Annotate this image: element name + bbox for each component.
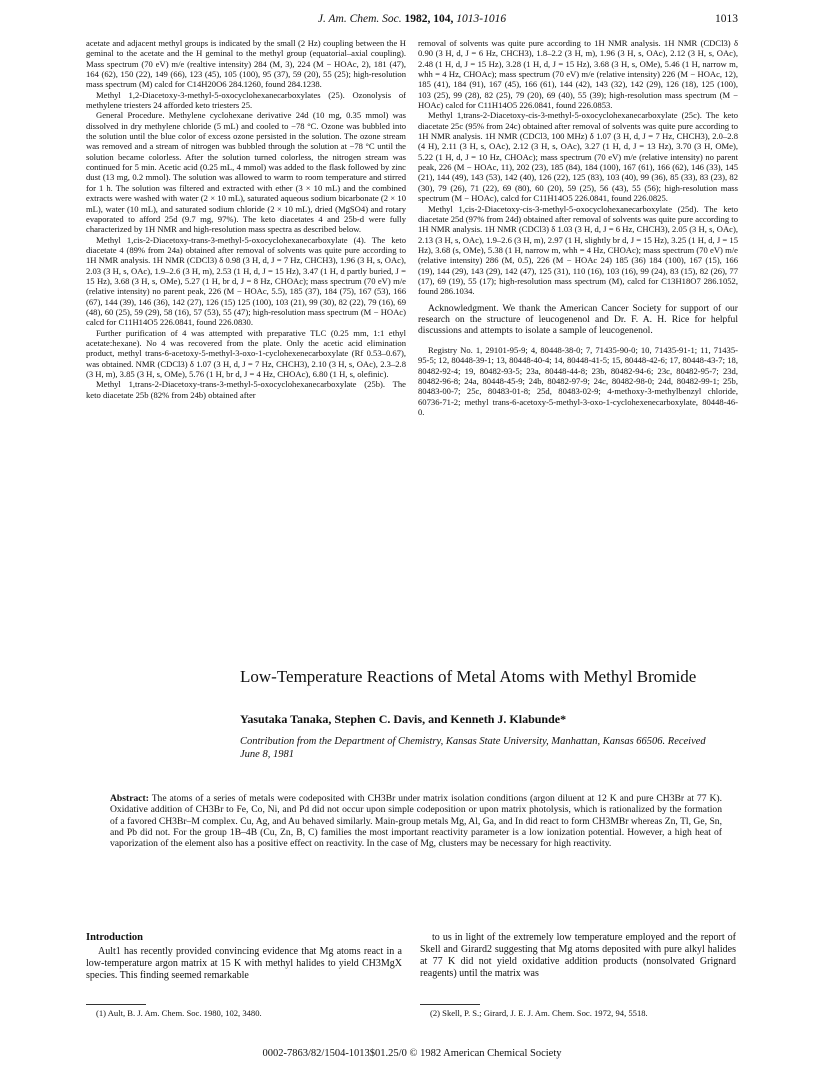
copyright-imprint: 0002-7863/82/1504-1013$01.25/0 © 1982 American Chemical Society [262, 1048, 562, 1059]
paragraph: Methyl 1,trans-2-Diacetoxy-cis-3-methyl-5-oxocyclohexanecarboxylate (25c). The keto diacetate 25c (95% from 24c) obtained after removal of solvents was quite pure according to 1H NMR analysis. 1H NMR (CDCl3, 100 MHz) δ 1.07 (3 H, d, J = 7 Hz, CHCH3), 2.0–2.8 (4 H), 2.11 (3 H, s, OAc), 2.12 (3 H, s, OAc), 3.27 (1 H, d, J = 13 Hz), 3.70 (3 H, OMe), 5.22 (1 H, d, J = 10 Hz, CHOAc); mass spectrum (70 eV) m/e (relative intensity) no parent peak, 226 (M − HOAc, 11), 202 (23), 185 (84), 184 (100), 167 (61), 166 (62), 146 (33), 145 (21), 144 (49), 143 (53), 142 (40), 126 (22), 125 (83), 103 (40), 99 (36), 85 (33), 83 (23), 82 (30), 79 (26), 71 (22), 69 (80), 60 (20), 59 (25), 56 (43), 55 (56); high-resolution mass spectrum (M − HOAc), calcd for C11H14O5 226.0841, found 226.0825. [418, 110, 738, 204]
footnote-rule [86, 1004, 146, 1005]
left-column [86, 38, 406, 400]
paragraph: Ault1 has recently provided convincing evidence that Mg atoms react in a low-temperature argon matrix at 15 K with methyl halides to yield CH3MgX species. This finding seemed remarkable [86, 946, 402, 981]
paragraph: Methyl 1,trans-2-Diacetoxy-trans-3-methyl-5-oxocyclohexanecarboxylate (25b). The keto diacetate 25b (82% from 24b) obtained after [86, 379, 406, 400]
paragraph: Methyl 1,2-Diacetoxy-3-methyl-5-oxocyclohexanecarboxylates (25). Ozonolysis of methylene triesters 24 afforded keto triesters 25. [86, 89, 406, 111]
journal-citation [86, 13, 738, 25]
page-number: 1013 [715, 13, 738, 25]
article-title: Low-Temperature Reactions of Metal Atoms with Methyl Bromide [240, 667, 697, 686]
footnote: (1) Ault, B. J. Am. Chem. Soc. 1980, 102, 3480. [96, 1008, 262, 1018]
journal-name: J. Am. Chem. Soc. [317, 13, 402, 25]
page-range: 1013-1016 [456, 13, 507, 25]
paragraph: removal of solvents was quite pure according to 1H NMR analysis. 1H NMR (CDCl3) δ 0.90 (3 H, d, J = 6 Hz, CHCH3), 1.8–2.2 (3 H, m), 1.96 (3 H, s, OAc), 2.12 (3 H, s, OAc), 2.48 (1 H, d, J = 15 Hz), 3.28 (1 H, d, J = 15 Hz), 3.68 (3 H, s, OMe), 5.46 (1 H, narrow m, whh = 4 Hz, CHOAc); mass spectrum (70 eV) m/e (relative intensity) 226 (M − HOAc, 12), 185 (41), 184 (91), 167 (45), 166 (61), 144 (42), 143 (32), 142 (29), 126 (18), 125 (100), 103 (25), 99 (28), 82 (25), 79 (20), 69 (40), 55 (39); high-resolution mass spectrum (M − HOAc) calcd for C11H14O5 226.0841, found 226.0853. [418, 38, 738, 111]
article-affiliation: Contribution from the Department of Chemistry, Kansas State University, Manhattan, Kansas 66506. Received June 8, 1981 [240, 736, 706, 760]
registry-numbers: Registry No. 1, 29101-95-9; 4, 80448-38-0; 7, 71435-90-0; 10, 71435-91-1; 11, 71435-95-5; 12, 80448-39-1; 13, 80448-40-4; 14, 80448-41-5; 15, 80448-42-6; 17, 80448-43-7; 18, 80482-92-4; 19, 80482-93-5; 23a, 80448-44-8; 23b, 80482-94-6; 23c, 80482-95-7; 23d, 80482-96-8; 24a, 80448-45-9; 24b, 80482-97-9; 24c, 80482-98-0; 24d, 80482-99-1; 25b, 80483-00-7; 25c, 80483-01-8; 25d, 80483-02-9; 4-methoxy-3-methylbenzyl chloride, 60736-71-2; methyl trans-6-acetoxy-5-methyl-3-oxo-1-cyclohexenecarboxylate, 80448-46-0. [418, 344, 738, 417]
intro-left-column [86, 932, 402, 982]
year-volume: 1982, 104, [404, 13, 454, 25]
paragraph: General Procedure. Methylene cyclohexane derivative 24d (10 mg, 0.35 mmol) was dissolved in dry methylene chloride (5 mL) and cooled to −78 °C. Ozone was bubbled into the solution until the blue color of excess ozone persisted in the solution. The ozone stream was removed and a stream of nitrogen was bubbled through the solution at −78 °C until the solution became colorless. After the solution turned colorless, the nitrogen stream was continued for 5 min. Acetic acid (0.25 mL, 4 mmol) was added to the flask followed by zinc dust (13 mg, 0.2 mmol). The solution was allowed to warm to room temperature and stirred for 1 h. The solution was filtered and extracted with ether (3 × 10 mL) and the combined extracts were washed with water (2 × 10 mL), saturated aqueous sodium bicarbonate (2 × 10 mL), water (10 mL), and saturated sodium chloride (2 × 10 mL), dried (MgSO4) and rotary evaporated to afford 25d (9.7 mg, 97%). The keto diacetates 4 and 25b-d were fully characterized by 1H NMR and high-resolution mass spectra as described below. [86, 110, 406, 235]
intro-right-column [420, 932, 736, 980]
paragraph: acetate and adjacent methyl groups is indicated by the small (2 Hz) coupling between the H geminal to the acetate and the H geminal to the methyl group (equatorial–axial coupling). Mass spectrum (70 eV) m/e (realtive intensity) 284 (M, 3), 224 (M − HOAc, 2), 181 (47), 164 (62), 150 (22), 149 (66), 123 (45), 105 (100), 95 (37), 59 (20), 55 (25); high-resolution mass spectrum (M) calcd for C14H20O6 284.1260, found 284.1238. [86, 38, 406, 90]
abstract-label: Abstract: [110, 793, 149, 804]
paragraph: Methyl 1,cis-2-Diacetoxy-cis-3-methyl-5-oxocyclohexanecarboxylate (25d). The keto diacetate 25d (97% from 24d) obtained after removal of solvents was quite pure according to 1H NMR analysis. 1H NMR (CDCl3) δ 1.03 (3 H, d, J = 6 Hz, CHCH3), 2.05 (3 H, s, OAc), 2.13 (3 H, s, OAc), 1.9–2.6 (3 H, m), 2.97 (1 H, slightly br d, J = 15 Hz), 3.25 (1 H, d, J = 15 Hz), 3.68 (s, OMe), 5.38 (1 H, narrow m, whh = 4 Hz, CHOAc); mass spectrum (70 eV) m/e (relative intensity) 286 (M, 0.5), 226 (M − HOAc 24) 185 (36) 184 (100), 167 (15), 166 (19), 144 (29), 143 (29), 142 (47), 125 (31), 110 (16), 103 (16), 99 (24), 83 (15), 82 (26), 77 (17), 69 (19), 55 (17); high-resolution mass spectrum (M), calcd for C13H18O7 286.1052, found 286.1034. [418, 203, 738, 297]
abstract-text: The atoms of a series of metals were codeposited with CH3Br under matrix isolation conditions (argon diluent at 12 K and pure CH3Br at 77 K). Oxidative addition of CH3Br to Fe, Co, Ni, and Pd did not occur upon simple codeposition or upon matrix photolysis, which is rationalized by the formation of a favored CH3Br–M complex. Cu, Ag, and Au behaved similarly. Main-group metals Mg, Al, Ga, and In did react to form CH3MBr whereas Zn, Tl, Ge, Sn, and Pb did not. For the group 1B–4B (Cu, Zn, B, C) families the most important reactivity parameter is a low ionization potential. However, a high heat of vaporization of the element also has a positive effect on reactivity. In the case of Mg, clusters may be necessary for high reactivity. [110, 793, 723, 850]
paragraph: to us in light of the extremely low temperature employed and the report of Skell and Girard2 suggesting that Mg atoms deposited with pure alkyl halides at 77 K did not yield oxidative addition products (nonsolvated Grignard reagents) until the matrix was [420, 932, 736, 979]
right-column [418, 38, 738, 417]
footnote-rule [420, 1004, 480, 1005]
section-heading: Introduction [86, 932, 143, 943]
running-header [86, 13, 738, 29]
footnote: (2) Skell, P. S.; Girard, J. E. J. Am. Chem. Soc. 1972, 94, 5518. [430, 1008, 648, 1018]
article-authors: Yasutaka Tanaka, Stephen C. Davis, and Kenneth J. Klabunde* [240, 712, 567, 726]
abstract [110, 793, 722, 849]
paragraph: Methyl 1,cis-2-Diacetoxy-trans-3-methyl-5-oxocyclohexanecarboxylate (4). The keto diacetate 4 (89% from 24a) obtained after removal of solvents was quite pure according to 1H NMR analysis. 1H NMR (CDCl3) δ 0.98 (3 H, d, J = 7 Hz, CHCH3), 1.96 (3 H, s, OAc), 2.03 (3 H, s, OAc), 1.9–2.6 (3 H, m), 2.53 (1 H, d, J = 15 Hz), 3.47 (1 H, d partly buried, J = 15 Hz), 3.68 (3 H, s, OMe), 5.27 (1 H, br d, J = 8 Hz, CHOAc); mass spectrum (70 eV) m/e (relative intensity) no parent peak, 226 (M − HOAc, 5.5), 185 (37), 184 (75), 167 (53), 166 (67), 144 (39), 146 (36), 142 (27), 126 (15) 125 (100), 103 (21), 99 (30), 82 (22), 79 (16), 69 (48), 60 (25), 59 (29), 58 (16), 57 (53), 55 (47); high-resolution mass spectrum (M − HOAc) calcd for C11H14O5 226.0841, found 226.0830. [86, 234, 406, 328]
experimental-section [86, 38, 738, 618]
acknowledgment: Acknowledgment. We thank the American Cancer Society for support of our research on the structure of leucogenenol and Dr. F. A. H. Rice for helpful discussions and attempts to isolate a sample of leucogenenol. [418, 302, 738, 337]
paragraph: Further purification of 4 was attempted with preparative TLC (0.25 mm, 1:1 ethyl acetate:hexane). No 4 was recovered from the plate. Only the acetic acid elimination product, methyl trans-6-acetoxy-5-methyl-3-oxo-1-cyclohexenecarboxylate (Rf 0.53–0.67), was obtained. NMR (CDCl3) δ 1.07 (3 H, d, J = 7 Hz, CHCH3), 2.10 (3 H, s, OAc), 2.3–2.8 (3 H, m), 3.85 (3 H, s, OMe), 5.76 (1 H, br d, J = 4 Hz, CHOAc), 6.80 (1 H, s, olefinic). [86, 327, 406, 379]
